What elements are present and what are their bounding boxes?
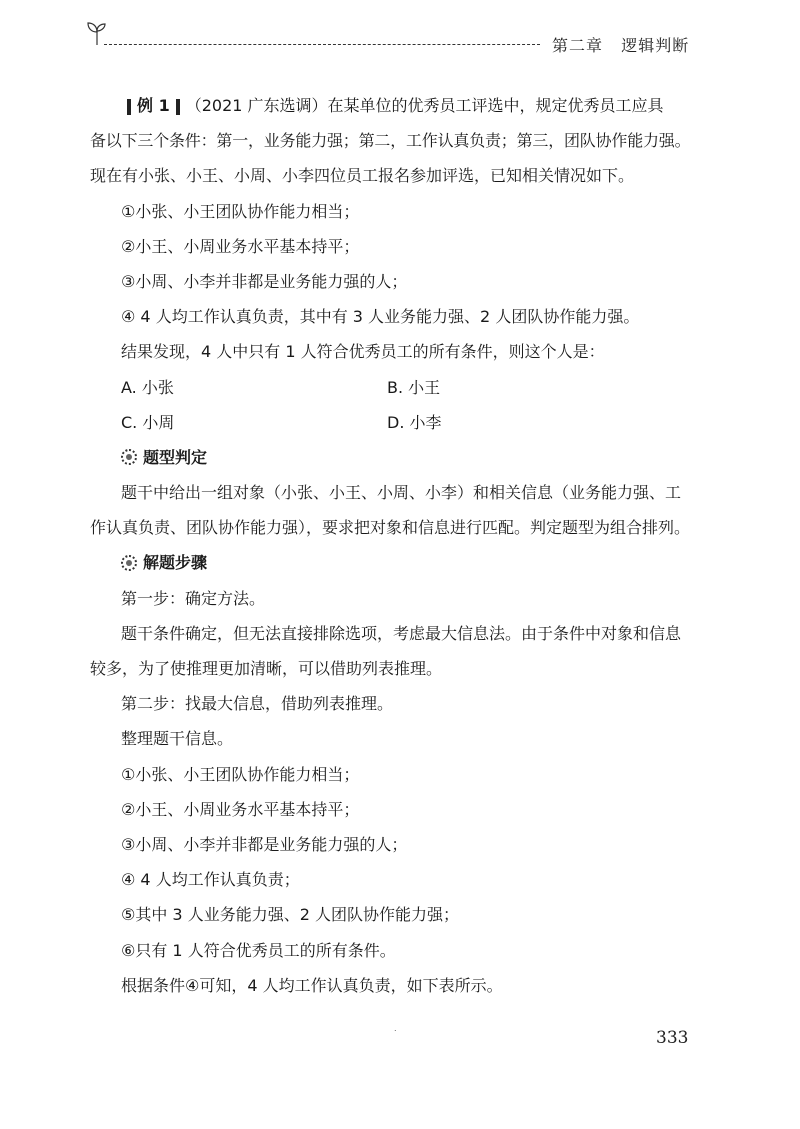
type-badge-icon [121,449,137,465]
page-number: 333 [656,1028,689,1048]
options-row-1 [90,370,702,405]
step-1: 第一步：确定方法。 [121,588,266,608]
step-1-text-2: 较多，为了使推理更加清晰，可以借助列表推理。 [90,659,443,678]
footer-dot: . [394,1024,397,1033]
item-5: ⑤其中 3 人业务能力强、2 人团队协作能力强； [121,905,459,925]
step-1-text-1: 题干条件确定，但无法直接排除选项，考虑最大信息法。由于条件中对象和信息 [121,623,682,643]
chapter-number: 第二章 [552,36,604,55]
item-1: ①小张、小王团队协作能力相当； [121,764,360,784]
question: 结果发现，4 人中只有 1 人符合优秀员工的所有条件，则这个人是： [121,342,605,362]
chapter-title [552,33,689,56]
condition-2: ②小王、小周业务水平基本持平； [121,236,360,256]
type-line-2: 作认真负责、团队协作能力强），要求把对象和信息进行匹配。判定题型为组合排列。 [90,518,691,538]
example-text-1: 在某单位的优秀员工评选中，规定优秀员工应具 [327,96,664,115]
type-line-1: 题干中给出一组对象（小张、小王、小周、小李）和相关信息（业务能力强、工 [121,483,682,503]
option-a: A. 小张 [121,377,174,397]
options-row-2 [90,405,702,440]
condition-3: ③小周、小李并非都是业务能力强的人； [121,271,408,291]
example-text-3: 现在有小张、小王、小周、小李四位员工报名参加评选，已知相关情况如下。 [90,166,635,186]
item-4: ④ 4 人均工作认真负责； [121,870,300,890]
option-b: B. 小王 [387,377,441,397]
example-mark-right [176,99,180,115]
type-heading-text: 题型判定 [143,447,208,467]
page-content [90,88,702,1003]
example-text-2: 备以下三个条件：第一，业务能力强；第二，工作认真负责；第三，团队协作能力强。 [90,131,691,151]
option-c: C. 小周 [121,412,175,432]
type-heading [90,440,702,475]
organize-info: 整理题干信息。 [121,729,234,749]
condition-4: ④ 4 人均工作认真负责，其中有 3 人业务能力强、2 人团队协作能力强。 [121,307,640,327]
step-2: 第二步：找最大信息，借助列表推理。 [121,694,394,714]
example-mark-left [127,99,131,115]
page-header [86,20,696,60]
sprout-icon [86,20,108,46]
condition-1: ①小张、小王团队协作能力相当； [121,201,360,221]
header-dashed-line [104,44,540,45]
example-intro [90,88,702,123]
item-3: ③小周、小李并非都是业务能力强的人； [121,834,408,854]
item-2: ②小王、小周业务水平基本持平； [121,799,360,819]
item-6: ⑥只有 1 人符合优秀员工的所有条件。 [121,940,396,960]
option-d: D. 小李 [387,412,442,432]
solution-heading [90,545,702,580]
conclusion: 根据条件④可知，4 人均工作认真负责，如下表所示。 [121,975,503,995]
solution-badge-icon [121,555,137,571]
example-label: 例 1 [137,96,170,115]
section-title: 逻辑判断 [621,36,690,55]
solution-heading-text: 解题步骤 [143,553,208,573]
example-source: （2021 广东选调） [185,96,328,115]
